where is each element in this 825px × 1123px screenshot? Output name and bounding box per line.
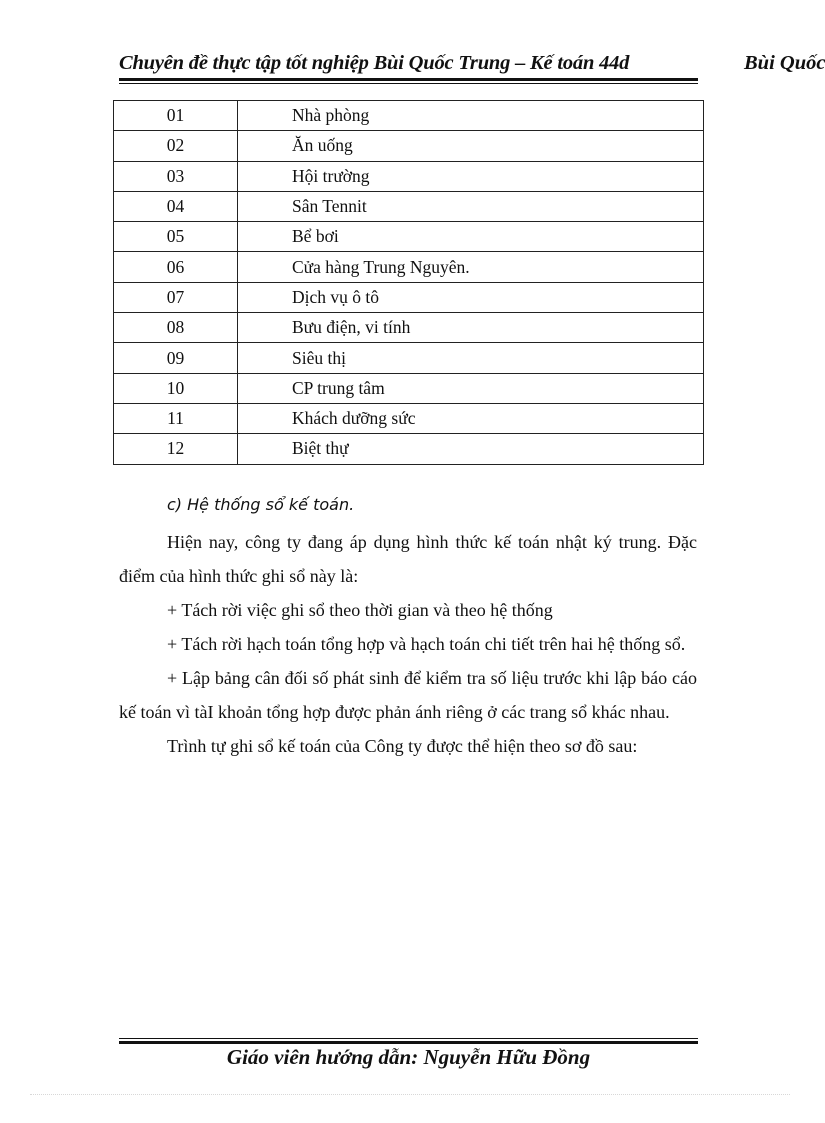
table-row	[114, 403, 704, 433]
table-cell-name: Cửa hàng Trung Nguyên.	[238, 252, 704, 282]
paragraph-diagram-intro: Trình tự ghi sổ kế toán của Công ty được thể hiện theo sơ đồ sau:	[167, 736, 638, 756]
table-cell-name: Biệt thự	[238, 434, 704, 464]
paragraph-point-2: + Tách rời hạch toán tổng hợp và hạch toán chi tiết trên hai hệ thống sổ.	[167, 634, 686, 654]
table-cell-name: CP trung tâm	[238, 373, 704, 403]
table-row	[114, 252, 704, 282]
table-row	[114, 313, 704, 343]
paragraph-point-1: + Tách rời việc ghi sổ theo thời gian và theo hệ thống	[167, 600, 553, 620]
table-cell-code: 04	[114, 191, 238, 221]
table-cell-name: Siêu thị	[238, 343, 704, 373]
section-title: c) Hệ thống sổ kế toán.	[167, 495, 355, 514]
table-row	[114, 222, 704, 252]
table-cell-name: Sân Tennit	[238, 191, 704, 221]
table-row	[114, 282, 704, 312]
table-cell-code: 07	[114, 282, 238, 312]
table-cell-name: Dịch vụ ô tô	[238, 282, 704, 312]
page-footer: Giáo viên hướng dẫn: Nguyễn Hữu Đồng	[226, 1045, 591, 1069]
page-header-overflow-text: Bùi Quốc	[744, 52, 825, 74]
paragraph-intro: Hiện nay, công ty đang áp dụng hình thức kế toán nhật ký trung. Đặc điểm của hình thức ghi sổ này là:	[119, 532, 697, 586]
page-bottom-dotted-border	[30, 1094, 790, 1095]
table-cell-code: 05	[114, 222, 238, 252]
table-cell-code: 06	[114, 252, 238, 282]
header-rule-thick	[119, 78, 698, 81]
page-header-title: Chuyên đề thực tập tốt nghiệp Bùi Quốc Trung – Kế toán 44d	[119, 52, 630, 74]
table-cell-name: Ăn uống	[238, 131, 704, 161]
header-rule-thin	[119, 83, 698, 84]
table-row	[114, 131, 704, 161]
table-row	[114, 191, 704, 221]
table-row	[114, 373, 704, 403]
footer-rule-thick	[119, 1041, 698, 1044]
body-text	[119, 525, 697, 763]
table-cell-code: 08	[114, 313, 238, 343]
footer-rule-thin	[119, 1038, 698, 1039]
table-cell-code: 01	[114, 101, 238, 131]
table-cell-name: Nhà phòng	[238, 101, 704, 131]
table-cell-name: Bưu điện, vi tính	[238, 313, 704, 343]
table-row	[114, 434, 704, 464]
department-code-table-body	[114, 101, 704, 465]
paragraph-point-3: + Lập bảng cân đối số phát sinh để kiểm tra số liệu trước khi lập báo cáo kế toán vì tàI khoản tổng hợp được phản ánh riêng ở các trang sổ khác nhau.	[119, 668, 697, 722]
table-row	[114, 161, 704, 191]
table-cell-code: 09	[114, 343, 238, 373]
table-cell-code: 03	[114, 161, 238, 191]
table-cell-code: 10	[114, 373, 238, 403]
table-cell-name: Hội trường	[238, 161, 704, 191]
table-row	[114, 343, 704, 373]
table-cell-code: 02	[114, 131, 238, 161]
table-row	[114, 101, 704, 131]
table-cell-code: 11	[114, 403, 238, 433]
table-cell-code: 12	[114, 434, 238, 464]
table-cell-name: Bể bơi	[238, 222, 704, 252]
table-cell-name: Khách dưỡng sức	[238, 403, 704, 433]
department-code-table	[113, 100, 704, 465]
